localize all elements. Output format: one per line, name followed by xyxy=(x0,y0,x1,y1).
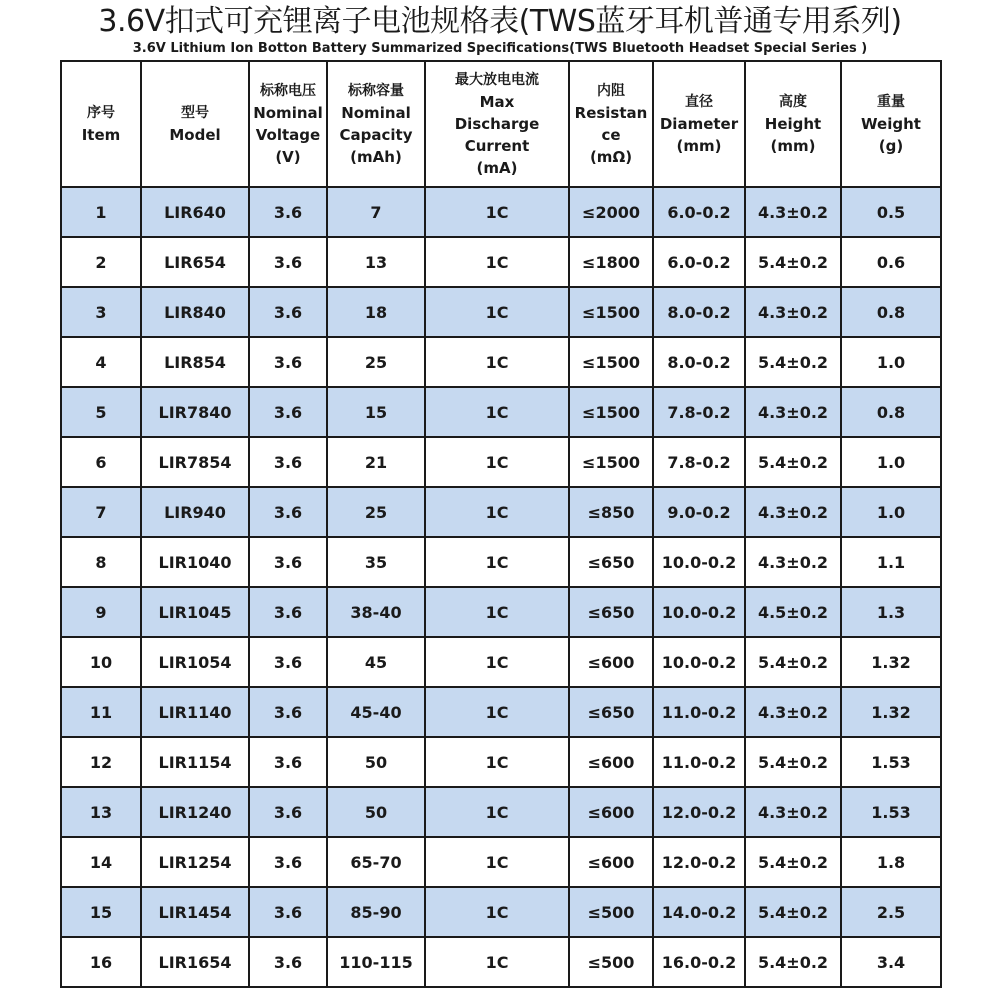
header-line: Nominal xyxy=(253,104,323,122)
header-line: 序号 xyxy=(87,105,115,121)
cell-diameter: 11.0-0.2 xyxy=(653,687,745,737)
cell-max-discharge-current: 1C xyxy=(425,187,569,237)
cell-weight: 1.32 xyxy=(841,687,941,737)
cell-model: LIR840 xyxy=(141,287,249,337)
cell-model: LIR1454 xyxy=(141,887,249,937)
header-row xyxy=(61,61,941,187)
cell-diameter: 6.0-0.2 xyxy=(653,187,745,237)
header-line: (V) xyxy=(275,148,301,166)
header-line: 标称电压 xyxy=(260,83,316,99)
cell-max-discharge-current: 1C xyxy=(425,637,569,687)
cell-diameter: 7.8-0.2 xyxy=(653,437,745,487)
cell-nominal-capacity: 15 xyxy=(327,387,425,437)
table-body xyxy=(61,187,941,987)
cell-item: 9 xyxy=(61,587,141,637)
cell-height: 5.4±0.2 xyxy=(745,237,841,287)
header-model xyxy=(141,61,249,187)
header-line: Voltage xyxy=(255,126,321,144)
cell-diameter: 9.0-0.2 xyxy=(653,487,745,537)
header-line: ce xyxy=(601,126,621,144)
page-title: 3.6V扣式可充锂离子电池规格表(TWS蓝牙耳机普通专用系列) xyxy=(98,4,902,39)
cell-weight: 3.4 xyxy=(841,937,941,987)
cell-height: 5.4±0.2 xyxy=(745,837,841,887)
cell-diameter: 11.0-0.2 xyxy=(653,737,745,787)
spec-table-container xyxy=(60,60,940,988)
cell-model: LIR654 xyxy=(141,237,249,287)
cell-nominal-voltage: 3.6 xyxy=(249,287,327,337)
header-nominal-voltage xyxy=(249,61,327,187)
cell-diameter: 16.0-0.2 xyxy=(653,937,745,987)
page-subtitle: 3.6V Lithium Ion Botton Battery Summarized Specifications(TWS Bluetooth Headset Special Series ) xyxy=(132,41,868,56)
cell-item: 5 xyxy=(61,387,141,437)
cell-nominal-capacity: 50 xyxy=(327,737,425,787)
cell-model: LIR1040 xyxy=(141,537,249,587)
cell-nominal-capacity: 25 xyxy=(327,487,425,537)
cell-model: LIR1654 xyxy=(141,937,249,987)
cell-resistance: ≤650 xyxy=(569,537,653,587)
cell-weight: 0.8 xyxy=(841,387,941,437)
table-row xyxy=(61,837,941,887)
cell-weight: 2.5 xyxy=(841,887,941,937)
cell-height: 4.3±0.2 xyxy=(745,687,841,737)
cell-model: LIR1254 xyxy=(141,837,249,887)
cell-nominal-capacity: 18 xyxy=(327,287,425,337)
header-line: 最大放电电流 xyxy=(455,72,539,88)
table-row xyxy=(61,937,941,987)
cell-nominal-capacity: 50 xyxy=(327,787,425,837)
cell-item: 11 xyxy=(61,687,141,737)
cell-max-discharge-current: 1C xyxy=(425,437,569,487)
cell-item: 2 xyxy=(61,237,141,287)
header-line: Height xyxy=(764,115,822,133)
cell-resistance: ≤600 xyxy=(569,737,653,787)
table-row xyxy=(61,887,941,937)
cell-resistance: ≤500 xyxy=(569,937,653,987)
cell-nominal-voltage: 3.6 xyxy=(249,437,327,487)
header-line: 直径 xyxy=(685,94,713,110)
cell-nominal-voltage: 3.6 xyxy=(249,787,327,837)
cell-item: 8 xyxy=(61,537,141,587)
cell-nominal-capacity: 7 xyxy=(327,187,425,237)
cell-nominal-voltage: 3.6 xyxy=(249,337,327,387)
cell-max-discharge-current: 1C xyxy=(425,837,569,887)
header-item xyxy=(61,61,141,187)
cell-weight: 1.53 xyxy=(841,787,941,837)
cell-max-discharge-current: 1C xyxy=(425,687,569,737)
header-line: Discharge xyxy=(454,115,540,133)
cell-model: LIR854 xyxy=(141,337,249,387)
cell-item: 1 xyxy=(61,187,141,237)
cell-nominal-capacity: 45 xyxy=(327,637,425,687)
table-row xyxy=(61,637,941,687)
table-row xyxy=(61,787,941,837)
cell-nominal-voltage: 3.6 xyxy=(249,687,327,737)
table-row xyxy=(61,687,941,737)
cell-height: 5.4±0.2 xyxy=(745,337,841,387)
cell-max-discharge-current: 1C xyxy=(425,937,569,987)
header-line: Nominal xyxy=(341,104,411,122)
header-line: 标称容量 xyxy=(348,83,404,99)
cell-nominal-voltage: 3.6 xyxy=(249,737,327,787)
cell-resistance: ≤850 xyxy=(569,487,653,537)
cell-max-discharge-current: 1C xyxy=(425,387,569,437)
cell-max-discharge-current: 1C xyxy=(425,487,569,537)
cell-item: 12 xyxy=(61,737,141,787)
cell-resistance: ≤650 xyxy=(569,587,653,637)
cell-weight: 1.53 xyxy=(841,737,941,787)
cell-diameter: 8.0-0.2 xyxy=(653,287,745,337)
cell-max-discharge-current: 1C xyxy=(425,787,569,837)
cell-nominal-capacity: 110-115 xyxy=(327,937,425,987)
header-line: 重量 xyxy=(877,94,905,110)
header-line: (mA) xyxy=(476,159,518,177)
cell-diameter: 8.0-0.2 xyxy=(653,337,745,387)
cell-nominal-voltage: 3.6 xyxy=(249,637,327,687)
cell-diameter: 7.8-0.2 xyxy=(653,387,745,437)
cell-model: LIR940 xyxy=(141,487,249,537)
cell-max-discharge-current: 1C xyxy=(425,337,569,387)
cell-resistance: ≤1500 xyxy=(569,287,653,337)
spec-table xyxy=(60,60,942,988)
cell-height: 5.4±0.2 xyxy=(745,887,841,937)
cell-height: 4.3±0.2 xyxy=(745,187,841,237)
cell-model: LIR640 xyxy=(141,187,249,237)
cell-weight: 1.3 xyxy=(841,587,941,637)
table-row xyxy=(61,287,941,337)
table-row xyxy=(61,187,941,237)
cell-model: LIR1054 xyxy=(141,637,249,687)
header-line: 型号 xyxy=(181,105,209,121)
header-line: Current xyxy=(464,137,530,155)
cell-nominal-voltage: 3.6 xyxy=(249,187,327,237)
cell-resistance: ≤1500 xyxy=(569,337,653,387)
cell-diameter: 10.0-0.2 xyxy=(653,537,745,587)
cell-weight: 1.32 xyxy=(841,637,941,687)
cell-height: 4.3±0.2 xyxy=(745,387,841,437)
header-line: Weight xyxy=(861,115,921,133)
cell-nominal-voltage: 3.6 xyxy=(249,887,327,937)
table-row xyxy=(61,537,941,587)
cell-diameter: 12.0-0.2 xyxy=(653,787,745,837)
cell-weight: 1.0 xyxy=(841,437,941,487)
cell-max-discharge-current: 1C xyxy=(425,237,569,287)
table-row xyxy=(61,587,941,637)
cell-diameter: 10.0-0.2 xyxy=(653,587,745,637)
cell-nominal-capacity: 85-90 xyxy=(327,887,425,937)
header-resistance xyxy=(569,61,653,187)
table-row xyxy=(61,237,941,287)
cell-resistance: ≤1500 xyxy=(569,437,653,487)
header-line: (mΩ) xyxy=(589,148,633,166)
header-line: (g) xyxy=(878,137,904,155)
cell-nominal-capacity: 38-40 xyxy=(327,587,425,637)
header-line: Max xyxy=(479,93,515,111)
cell-height: 4.3±0.2 xyxy=(745,487,841,537)
cell-nominal-voltage: 3.6 xyxy=(249,487,327,537)
cell-item: 15 xyxy=(61,887,141,937)
cell-max-discharge-current: 1C xyxy=(425,537,569,587)
header-line: (mm) xyxy=(676,137,722,155)
header-line: Resistan xyxy=(574,104,648,122)
table-row xyxy=(61,337,941,387)
cell-item: 13 xyxy=(61,787,141,837)
cell-weight: 0.5 xyxy=(841,187,941,237)
cell-nominal-capacity: 21 xyxy=(327,437,425,487)
cell-nominal-voltage: 3.6 xyxy=(249,387,327,437)
table-header xyxy=(61,61,941,187)
cell-height: 5.4±0.2 xyxy=(745,937,841,987)
header-line: Diameter xyxy=(659,115,739,133)
header-line: Item xyxy=(81,126,121,144)
table-row xyxy=(61,487,941,537)
cell-height: 5.4±0.2 xyxy=(745,737,841,787)
header-line: 内阻 xyxy=(597,83,625,99)
cell-nominal-voltage: 3.6 xyxy=(249,937,327,987)
cell-model: LIR7840 xyxy=(141,387,249,437)
cell-item: 7 xyxy=(61,487,141,537)
cell-nominal-capacity: 45-40 xyxy=(327,687,425,737)
cell-diameter: 10.0-0.2 xyxy=(653,637,745,687)
cell-resistance: ≤500 xyxy=(569,887,653,937)
cell-max-discharge-current: 1C xyxy=(425,737,569,787)
cell-model: LIR1140 xyxy=(141,687,249,737)
cell-item: 14 xyxy=(61,837,141,887)
cell-resistance: ≤600 xyxy=(569,637,653,687)
cell-resistance: ≤1800 xyxy=(569,237,653,287)
table-row xyxy=(61,387,941,437)
cell-resistance: ≤600 xyxy=(569,787,653,837)
cell-height: 5.4±0.2 xyxy=(745,637,841,687)
table-row xyxy=(61,737,941,787)
cell-model: LIR1154 xyxy=(141,737,249,787)
cell-item: 6 xyxy=(61,437,141,487)
cell-weight: 0.8 xyxy=(841,287,941,337)
cell-height: 5.4±0.2 xyxy=(745,437,841,487)
cell-nominal-voltage: 3.6 xyxy=(249,587,327,637)
header-max-discharge-current xyxy=(425,61,569,187)
header-line: 高度 xyxy=(779,94,807,110)
header-line: Capacity xyxy=(339,126,413,144)
cell-max-discharge-current: 1C xyxy=(425,287,569,337)
cell-nominal-voltage: 3.6 xyxy=(249,237,327,287)
cell-model: LIR7854 xyxy=(141,437,249,487)
cell-nominal-capacity: 25 xyxy=(327,337,425,387)
header-nominal-capacity xyxy=(327,61,425,187)
cell-diameter: 12.0-0.2 xyxy=(653,837,745,887)
cell-nominal-capacity: 35 xyxy=(327,537,425,587)
cell-weight: 1.1 xyxy=(841,537,941,587)
header-line: (mm) xyxy=(770,137,816,155)
cell-height: 4.3±0.2 xyxy=(745,787,841,837)
cell-weight: 1.0 xyxy=(841,487,941,537)
cell-resistance: ≤2000 xyxy=(569,187,653,237)
table-row xyxy=(61,437,941,487)
header-line: Model xyxy=(169,126,221,144)
cell-height: 4.5±0.2 xyxy=(745,587,841,637)
cell-model: LIR1240 xyxy=(141,787,249,837)
cell-item: 10 xyxy=(61,637,141,687)
cell-resistance: ≤650 xyxy=(569,687,653,737)
cell-weight: 0.6 xyxy=(841,237,941,287)
cell-item: 16 xyxy=(61,937,141,987)
header-weight xyxy=(841,61,941,187)
cell-item: 3 xyxy=(61,287,141,337)
cell-nominal-voltage: 3.6 xyxy=(249,537,327,587)
cell-item: 4 xyxy=(61,337,141,387)
header-diameter xyxy=(653,61,745,187)
cell-nominal-capacity: 65-70 xyxy=(327,837,425,887)
cell-nominal-voltage: 3.6 xyxy=(249,837,327,887)
cell-weight: 1.8 xyxy=(841,837,941,887)
header-line: (mAh) xyxy=(350,148,402,166)
cell-resistance: ≤600 xyxy=(569,837,653,887)
cell-nominal-capacity: 13 xyxy=(327,237,425,287)
cell-resistance: ≤1500 xyxy=(569,387,653,437)
cell-diameter: 14.0-0.2 xyxy=(653,887,745,937)
cell-max-discharge-current: 1C xyxy=(425,887,569,937)
cell-diameter: 6.0-0.2 xyxy=(653,237,745,287)
cell-model: LIR1045 xyxy=(141,587,249,637)
cell-max-discharge-current: 1C xyxy=(425,587,569,637)
header-height xyxy=(745,61,841,187)
cell-height: 4.3±0.2 xyxy=(745,537,841,587)
cell-height: 4.3±0.2 xyxy=(745,287,841,337)
cell-weight: 1.0 xyxy=(841,337,941,387)
